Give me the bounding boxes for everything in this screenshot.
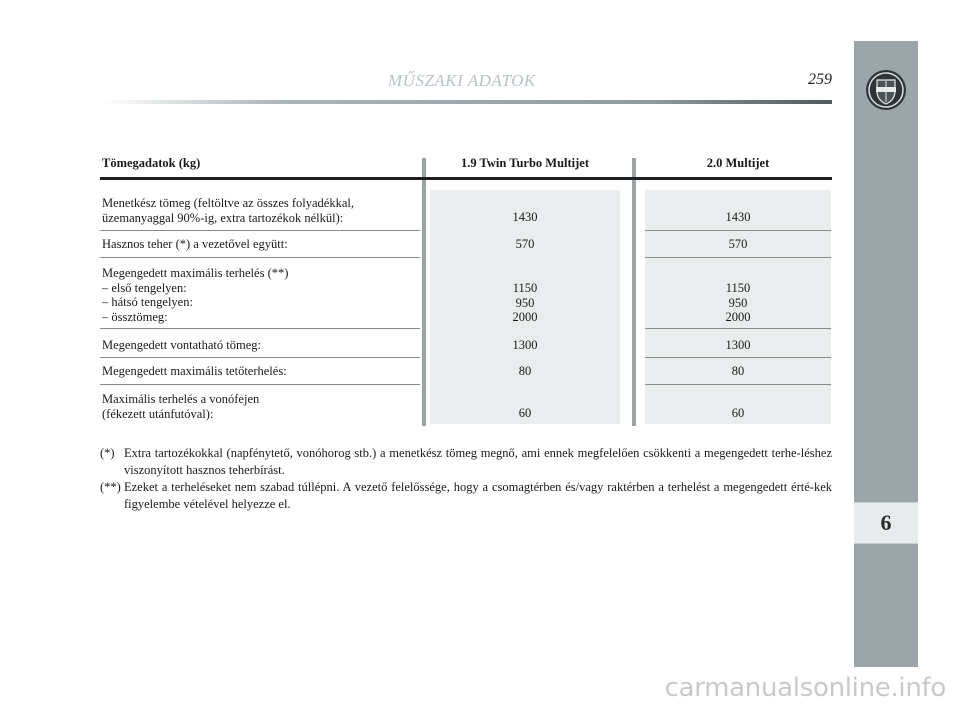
- row-label: Megengedett vontatható tömeg:: [102, 338, 261, 352]
- row-label: Menetkész tömeg (feltöltve az összes folyadékkal, üzemanyaggal 90%-ig, extra tartozékok nélkül):: [102, 196, 354, 225]
- row-value: 1430: [512, 210, 538, 224]
- page-number: 259: [808, 71, 832, 88]
- column-separator: [422, 158, 426, 426]
- row-label: Maximális terhelés a vonófejen (fékezett utánfutóval):: [102, 392, 260, 421]
- row-value: 570: [515, 237, 535, 251]
- row-divider: [100, 230, 420, 231]
- column-separator: [632, 158, 636, 426]
- footnote-mark: (**): [100, 480, 121, 494]
- row-value: 80: [731, 364, 745, 378]
- footnote: [100, 479, 832, 513]
- header-divider: [100, 100, 832, 104]
- row-divider: [100, 357, 420, 358]
- row-divider: [645, 384, 831, 385]
- row-divider: [645, 357, 831, 358]
- row-value: 80: [518, 364, 532, 378]
- row-divider: [100, 257, 420, 258]
- footnote-mark: (*): [100, 446, 115, 460]
- table-header-rule: [100, 177, 832, 180]
- watermark: carmanualsonline.info: [664, 673, 946, 703]
- table-header-engine-1: 1.9 Twin Turbo Multijet: [460, 156, 590, 170]
- chapter-side-panel: [854, 41, 918, 667]
- footnote-text: Extra tartozékokkal (napfénytető, vonóhorog stb.) a menetkész tömeg megnő, ami ennek megfelelően csökkenti a megengedett terhe-léshez viszonyított hasznos teherbírást.: [124, 446, 832, 477]
- row-divider: [645, 257, 831, 258]
- row-divider: [100, 328, 420, 329]
- chapter-tab[interactable]: [854, 502, 918, 544]
- lancia-shield-icon: [865, 69, 907, 111]
- weights-table: [100, 150, 832, 426]
- row-value: 60: [518, 406, 532, 420]
- row-value: 1150 950 2000: [512, 281, 538, 324]
- row-value: 1150 950 2000: [725, 281, 751, 324]
- row-value: 1300: [725, 338, 751, 352]
- row-value: 1300: [512, 338, 538, 352]
- footnote: [100, 445, 832, 479]
- row-divider: [645, 230, 831, 231]
- row-label: Megengedett maximális terhelés (**) – első tengelyen: – hátsó tengelyen: – össztömeg:: [102, 266, 289, 324]
- chapter-number: 6: [880, 510, 892, 535]
- row-value: 60: [731, 406, 745, 420]
- row-label: Megengedett maximális tetőterhelés:: [102, 364, 287, 378]
- row-label: Hasznos teher (*) a vezetővel együtt:: [102, 237, 288, 251]
- row-divider: [645, 328, 831, 329]
- table-header-engine-2: 2.0 Multijet: [706, 156, 770, 170]
- page-header: [100, 62, 832, 112]
- footnote-text: Ezeket a terheléseket nem szabad túllépni. A vezető felelőssége, hogy a csomagtérben és/vagy raktérben a terhelést a megengedett érté-kek figyelembe vételével helyezze el.: [124, 480, 832, 511]
- table-header-weights: Tömegadatok (kg): [102, 156, 201, 170]
- row-value: 570: [728, 237, 748, 251]
- row-divider: [100, 384, 420, 385]
- section-title: MŰSZAKI ADATOK: [388, 71, 536, 90]
- row-value: 1430: [725, 210, 751, 224]
- footnotes: [100, 445, 832, 513]
